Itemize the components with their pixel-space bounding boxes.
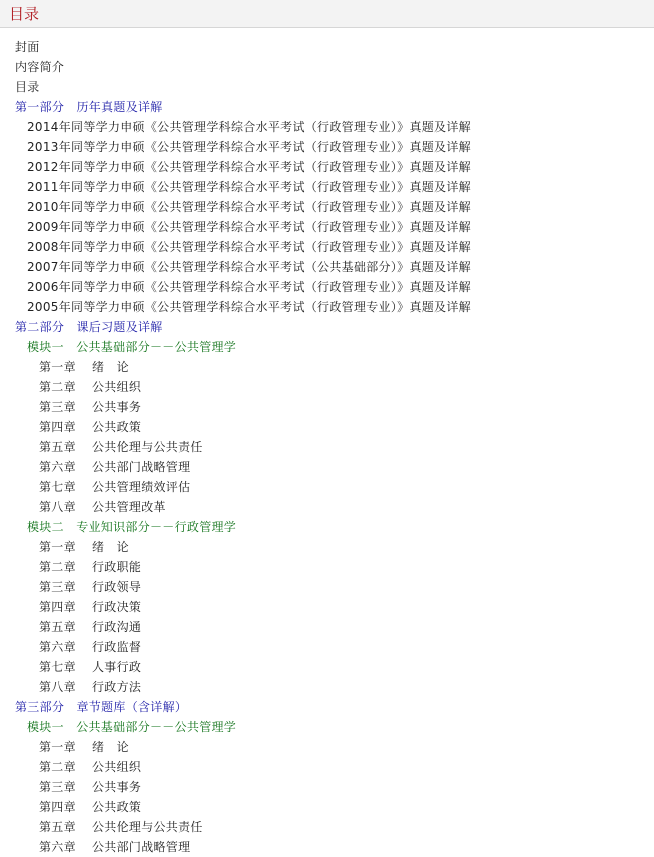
toc-link[interactable] — [39, 620, 141, 634]
toc-item-summary[interactable] — [15, 57, 64, 77]
toc-link[interactable]: 2014年同等学力申硕《公共管理学科综合水平考试（行政管理专业）》真题及详解 — [27, 120, 471, 134]
toc-link[interactable] — [39, 800, 141, 814]
toc-chapter[interactable] — [39, 837, 190, 857]
chapter-number: 第四章 — [39, 800, 76, 814]
chapter-name: 公共政策 — [92, 420, 142, 434]
toc-chapter[interactable] — [39, 477, 190, 497]
toc-link[interactable] — [39, 780, 141, 794]
page-title: 目录 — [9, 5, 40, 23]
toc-link[interactable]: 2006年同等学力申硕《公共管理学科综合水平考试（行政管理专业）》真题及详解 — [27, 280, 471, 294]
toc-exam-item[interactable] — [27, 137, 471, 157]
toc-chapter[interactable] — [39, 397, 141, 417]
chapter-name: 公共部门战略管理 — [92, 840, 191, 854]
toc-link[interactable]: 封面 — [15, 40, 40, 54]
toc-link[interactable]: 第一部分 历年真题及详解 — [15, 100, 163, 114]
toc-module[interactable] — [27, 517, 236, 537]
toc-part-1[interactable] — [15, 97, 163, 117]
toc-link[interactable] — [39, 540, 129, 554]
chapter-number: 第六章 — [39, 840, 76, 854]
chapter-name: 人事行政 — [92, 660, 142, 674]
toc-link[interactable] — [39, 440, 203, 454]
toc-exam-item[interactable] — [27, 277, 471, 297]
toc-exam-item[interactable] — [27, 197, 471, 217]
toc-item-contents[interactable] — [15, 77, 40, 97]
chapter-name: 行政职能 — [92, 560, 142, 574]
chapter-name: 公共组织 — [92, 760, 142, 774]
toc-chapter[interactable] — [39, 797, 141, 817]
chapter-number: 第二章 — [39, 560, 76, 574]
toc-chapter[interactable] — [39, 817, 203, 837]
toc-exam-item[interactable] — [27, 177, 471, 197]
toc-link[interactable]: 2013年同等学力申硕《公共管理学科综合水平考试（行政管理专业）》真题及详解 — [27, 140, 471, 154]
chapter-name: 行政决策 — [92, 600, 142, 614]
toc-link[interactable] — [39, 580, 141, 594]
toc-chapter[interactable] — [39, 377, 141, 397]
chapter-number: 第七章 — [39, 660, 76, 674]
toc-link[interactable] — [39, 840, 190, 854]
chapter-name: 公共伦理与公共责任 — [92, 440, 203, 454]
toc-exam-item[interactable] — [27, 157, 471, 177]
chapter-name: 公共伦理与公共责任 — [92, 820, 203, 834]
chapter-number: 第四章 — [39, 420, 76, 434]
chapter-number: 第四章 — [39, 600, 76, 614]
chapter-name: 公共管理改革 — [92, 500, 166, 514]
chapter-number: 第三章 — [39, 780, 76, 794]
toc-part-2[interactable] — [15, 317, 163, 337]
chapter-name: 公共组织 — [92, 380, 142, 394]
chapter-number: 第八章 — [39, 680, 76, 694]
chapter-number: 第五章 — [39, 440, 76, 454]
toc-link[interactable]: 内容简介 — [15, 60, 65, 74]
toc-chapter[interactable] — [39, 757, 141, 777]
chapter-name: 公共事务 — [92, 400, 142, 414]
toc-link[interactable]: 2010年同等学力申硕《公共管理学科综合水平考试（行政管理专业）》真题及详解 — [27, 200, 471, 214]
toc-exam-item[interactable] — [27, 117, 471, 137]
toc-link[interactable]: 第二部分 课后习题及详解 — [15, 320, 163, 334]
chapter-number: 第六章 — [39, 460, 76, 474]
toc-link[interactable]: 2009年同等学力申硕《公共管理学科综合水平考试（行政管理专业）》真题及详解 — [27, 220, 471, 234]
toc-chapter[interactable] — [39, 537, 129, 557]
toc-exam-item[interactable] — [27, 217, 471, 237]
chapter-number: 第一章 — [39, 540, 76, 554]
chapter-number: 第五章 — [39, 620, 76, 634]
toc-module[interactable] — [27, 337, 236, 357]
toc-module[interactable] — [27, 717, 236, 737]
toc-link[interactable]: 模块一 公共基础部分－－公共管理学 — [27, 340, 237, 354]
toc-chapter[interactable] — [39, 557, 141, 577]
toc-link[interactable] — [39, 360, 129, 374]
toc-chapter[interactable] — [39, 657, 141, 677]
toc-chapter[interactable] — [39, 577, 141, 597]
chapter-number: 第八章 — [39, 500, 76, 514]
chapter-name: 公共部门战略管理 — [92, 460, 191, 474]
toc-link[interactable] — [39, 380, 141, 394]
chapter-name: 行政方法 — [92, 680, 142, 694]
chapter-name: 行政沟通 — [92, 620, 142, 634]
toc-link[interactable] — [39, 400, 141, 414]
toc-exam-item[interactable] — [27, 237, 471, 257]
toc-link[interactable]: 2008年同等学力申硕《公共管理学科综合水平考试（行政管理专业）》真题及详解 — [27, 240, 471, 254]
chapter-name: 绪 论 — [92, 540, 129, 554]
toc-chapter[interactable] — [39, 617, 141, 637]
chapter-number: 第二章 — [39, 760, 76, 774]
toc-link[interactable]: 2005年同等学力申硕《公共管理学科综合水平考试（行政管理专业）》真题及详解 — [27, 300, 471, 314]
toc-link[interactable]: 模块一 公共基础部分－－公共管理学 — [27, 720, 237, 734]
toc-link[interactable]: 第三部分 章节题库（含详解） — [15, 700, 188, 714]
chapter-number: 第二章 — [39, 380, 76, 394]
toc-link[interactable]: 2012年同等学力申硕《公共管理学科综合水平考试（行政管理专业）》真题及详解 — [27, 160, 471, 174]
toc-link[interactable] — [39, 600, 141, 614]
toc-link[interactable] — [39, 560, 141, 574]
toc-chapter[interactable] — [39, 597, 141, 617]
chapter-name: 公共管理绩效评估 — [92, 480, 191, 494]
toc-link[interactable]: 目录 — [15, 80, 40, 94]
chapter-name: 公共事务 — [92, 780, 142, 794]
toc-link[interactable] — [39, 820, 203, 834]
chapter-name: 行政领导 — [92, 580, 142, 594]
toc-chapter[interactable] — [39, 457, 190, 477]
chapter-name: 绪 论 — [92, 360, 129, 374]
chapter-name: 公共政策 — [92, 800, 142, 814]
toc-exam-item[interactable] — [27, 297, 471, 317]
toc-chapter[interactable] — [39, 677, 141, 697]
toc-link[interactable] — [39, 740, 129, 754]
chapter-number: 第一章 — [39, 740, 76, 754]
toc-link[interactable] — [39, 680, 141, 694]
chapter-name: 行政监督 — [92, 640, 142, 654]
toc-link[interactable] — [39, 640, 141, 654]
chapter-name: 绪 论 — [92, 740, 129, 754]
toc-header — [0, 0, 654, 28]
toc-link[interactable]: 2007年同等学力申硕《公共管理学科综合水平考试（公共基础部分）》真题及详解 — [27, 260, 471, 274]
chapter-number: 第三章 — [39, 580, 76, 594]
toc-chapter[interactable] — [39, 777, 141, 797]
toc-link[interactable] — [39, 460, 190, 474]
toc-chapter[interactable] — [39, 437, 203, 457]
toc-link[interactable] — [39, 660, 141, 674]
chapter-number: 第三章 — [39, 400, 76, 414]
toc-chapter[interactable] — [39, 417, 141, 437]
toc-part-3[interactable] — [15, 697, 187, 717]
chapter-number: 第六章 — [39, 640, 76, 654]
toc-exam-item[interactable] — [27, 257, 471, 277]
toc-link[interactable] — [39, 420, 141, 434]
toc-link[interactable] — [39, 760, 141, 774]
toc-link[interactable] — [39, 480, 190, 494]
toc-link[interactable] — [39, 500, 166, 514]
toc-chapter[interactable] — [39, 357, 129, 377]
toc-link[interactable]: 模块二 专业知识部分－－行政管理学 — [27, 520, 237, 534]
chapter-number: 第五章 — [39, 820, 76, 834]
toc-link[interactable]: 2011年同等学力申硕《公共管理学科综合水平考试（行政管理专业）》真题及详解 — [27, 180, 471, 194]
toc-chapter[interactable] — [39, 637, 141, 657]
toc-chapter[interactable] — [39, 497, 166, 517]
chapter-number: 第七章 — [39, 480, 76, 494]
toc-item-cover[interactable] — [15, 37, 40, 57]
toc-chapter[interactable] — [39, 737, 129, 757]
chapter-number: 第一章 — [39, 360, 76, 374]
